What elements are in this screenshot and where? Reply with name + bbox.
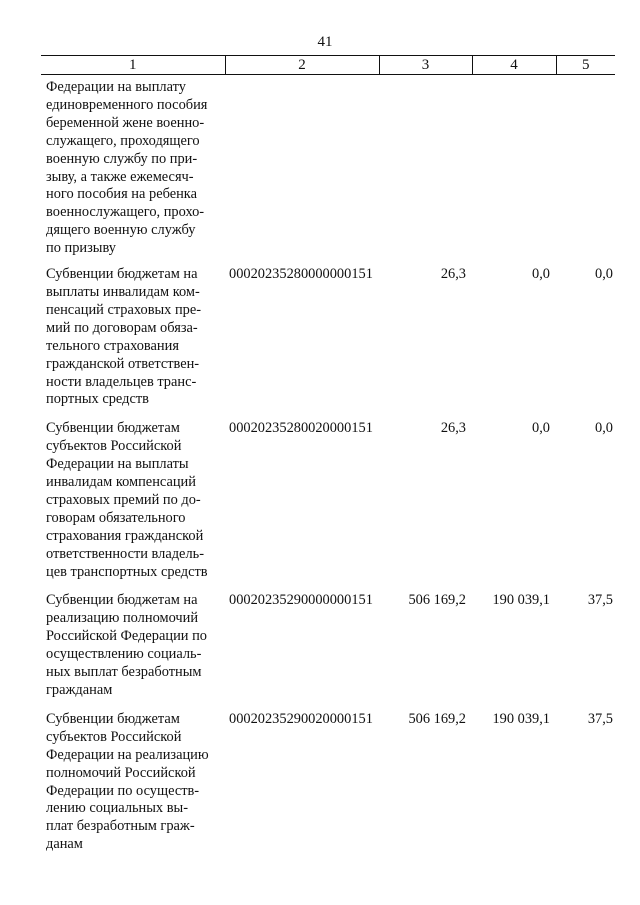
row-col5-cell: 0,0 (595, 266, 613, 283)
table-row (41, 75, 615, 267)
row-col3-cell (379, 75, 472, 267)
header-col-5: 5 (556, 56, 615, 75)
table-row (41, 711, 615, 865)
row-name-line: портных средств (46, 391, 149, 408)
row-name-line: инвалидам компенсаций (46, 474, 196, 491)
row-name-line: мий по договорам обяза- (46, 319, 198, 336)
row-col3-cell: 506 169,2 (408, 592, 466, 609)
row-name-cell (41, 266, 225, 420)
row-name-line: служащего, проходящего (46, 132, 200, 149)
table-row (41, 266, 615, 420)
row-name-line: ности владельцев транс- (46, 373, 197, 390)
row-name-line: по призыву (46, 240, 116, 257)
row-name-line: Субвенции бюджетам на (46, 592, 198, 609)
row-col4-cell: 190 039,1 (492, 710, 550, 727)
row-name-line: военнослужащего, прохо- (46, 204, 205, 221)
row-name-line: Федерации на выплату (46, 79, 186, 95)
row-name-line: данам (46, 836, 83, 853)
row-col4-cell (472, 75, 556, 267)
budget-table (41, 55, 615, 865)
row-col5-cell: 37,5 (587, 592, 613, 609)
table-body (41, 75, 615, 866)
row-code-cell: 00020235290000000151 (229, 592, 373, 609)
row-name-line: военную службу по при- (46, 150, 198, 167)
row-col3-cell: 506 169,2 (408, 710, 466, 727)
row-name-line: дящего военную службу (46, 222, 196, 239)
row-name-line: зыву, а также ежемесяч- (46, 168, 194, 185)
row-name-line: Субвенции бюджетам (46, 710, 180, 727)
row-name-line: субъектов Российской (46, 728, 182, 745)
row-col4-cell: 0,0 (532, 266, 550, 283)
row-col5-cell: 37,5 (587, 710, 613, 727)
row-name-line: ных выплат безработным (46, 664, 202, 681)
row-name-line: говорам обязательного (46, 509, 186, 526)
row-name-line: гражданской ответствен- (46, 355, 200, 372)
row-name-line: тельного страхования (46, 337, 179, 354)
row-name-line: полномочий Российской (46, 764, 196, 781)
row-name-cell (41, 711, 225, 865)
header-col-4: 4 (472, 56, 556, 75)
row-name-line: Федерации на выплаты (46, 456, 189, 473)
row-name-line: плат безработным граж- (46, 818, 195, 835)
row-col5-cell: 0,0 (595, 420, 613, 437)
table-header (41, 56, 615, 75)
row-name-line: единовременного пособия (46, 96, 208, 113)
row-name-line: Субвенции бюджетам на (46, 266, 198, 283)
row-name-line: пенсаций страховых пре- (46, 301, 202, 318)
row-name-line: Субвенции бюджетам (46, 420, 180, 437)
row-name-cell (41, 420, 225, 592)
table-row (41, 420, 615, 592)
header-col-1: 1 (41, 56, 225, 75)
row-name-cell (41, 592, 225, 710)
row-code-cell (225, 75, 379, 267)
row-col4-cell: 190 039,1 (492, 592, 550, 609)
header-col-3: 3 (379, 56, 472, 75)
row-name-line: цев транспортных средств (46, 563, 208, 580)
row-name-line: лению социальных вы- (46, 800, 188, 817)
row-col3-cell: 26,3 (440, 420, 466, 437)
row-code-cell: 00020235290020000151 (229, 710, 373, 727)
row-name-line: ответственности владель- (46, 545, 204, 562)
header-col-2: 2 (225, 56, 379, 75)
page-number: 41 (317, 34, 333, 50)
row-name-line: гражданам (46, 682, 113, 698)
row-col4-cell: 0,0 (532, 420, 550, 437)
row-name-line: выплаты инвалидам ком- (46, 283, 200, 300)
row-name-line: реализацию полномочий (46, 610, 199, 627)
row-name-line: беременной жене военно- (46, 114, 205, 131)
row-name-line: страхования гражданской (46, 527, 204, 544)
row-name-line: страховых премий по до- (46, 491, 201, 508)
row-name-line: Федерации на реализацию (46, 746, 209, 763)
table-row (41, 592, 615, 710)
row-name-line: Федерации по осуществ- (46, 782, 200, 799)
row-name-line: ного пособия на ребенка (46, 186, 197, 203)
row-col3-cell: 26,3 (440, 266, 466, 283)
row-col5-cell (556, 75, 615, 267)
row-name-line: Российской Федерации по (46, 628, 207, 645)
row-name-line: осуществлению социаль- (46, 646, 202, 663)
row-code-cell: 00020235280000000151 (229, 266, 373, 283)
row-name-cell (41, 75, 225, 267)
header-row (41, 56, 615, 75)
row-name-line: субъектов Российской (46, 438, 182, 455)
row-code-cell: 00020235280020000151 (229, 420, 373, 437)
